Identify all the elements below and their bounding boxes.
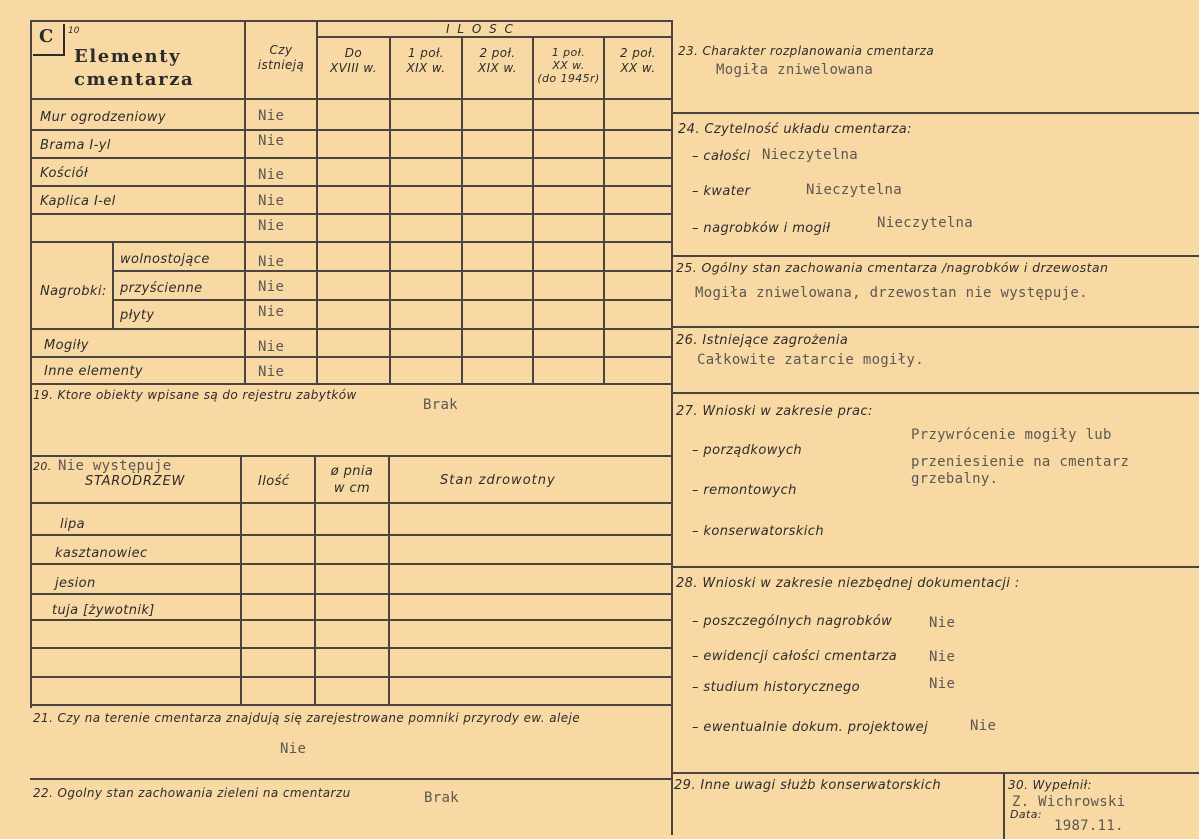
q20-col-ilosc: Ilość (258, 474, 290, 489)
row-line (671, 112, 1199, 114)
col-line (461, 36, 463, 383)
row-value-blank: Nie (258, 218, 285, 234)
q24-value-kwater: Nieczytelna (806, 182, 903, 198)
left-border (30, 383, 32, 708)
row-value-plyty: Nie (258, 304, 285, 320)
q28-label: 28. Wnioski w zakresie niezbędnej dokumentacji : (676, 576, 1020, 591)
q27-value-line1: Przywrócenie mogiły lub (911, 427, 1112, 443)
col-line (389, 36, 391, 383)
col-line (240, 455, 242, 704)
q26-value: Całkowite zatarcie mogiły. (697, 352, 924, 368)
q20-col-stan: Stan zdrowotny (440, 473, 556, 488)
q30-name: Z. Wichrowski (1012, 794, 1126, 810)
q28-item-ewidencji: – ewidencji całości cmentarza (692, 649, 898, 664)
q30-date: 1987.11. (1054, 818, 1124, 834)
row-label-inne: Inne elementy (44, 364, 143, 379)
col-line (244, 20, 246, 383)
middle-divider (671, 20, 673, 835)
q21-value: Nie (280, 741, 307, 757)
row-value-kosciol: Nie (258, 167, 285, 183)
row-line (30, 383, 672, 385)
col-1pol-xix: 1 poł. XIX w. (406, 46, 446, 75)
row-label-kosciol: Kościół (40, 166, 89, 181)
row-line (30, 502, 672, 504)
row-value-inne: Nie (258, 364, 285, 380)
q24-value-nagrobkow: Nieczytelna (877, 215, 974, 231)
row-value-mur: Nie (258, 108, 285, 124)
nagrobki-divider (112, 241, 114, 328)
q28-value-nagrobkow: Nie (929, 615, 956, 631)
q27-item-porzadkowych: – porządkowych (692, 443, 803, 458)
q20-label: 20. (33, 460, 52, 473)
row-line (671, 326, 1199, 328)
q27-value-line3: grzebalny. (911, 471, 999, 487)
q24-item-kwater: – kwater (692, 184, 751, 199)
q25-value: Mogiła zniwelowana, drzewostan nie występuje. (695, 285, 1088, 301)
form-code-number: 10 (68, 26, 80, 36)
col-do-xviii: Do XVIII w. (330, 46, 377, 75)
elements-title-line1: Elementy (74, 46, 182, 67)
ilosc-header-divider (316, 36, 672, 38)
row-line (671, 772, 1199, 774)
col-czy-istnieja: Czy istnieją (257, 43, 305, 72)
q28-item-projektowej: – ewentualnie dokum. projektowej (692, 720, 929, 735)
q24-item-calosci: – całości (692, 149, 751, 164)
q28-item-nagrobkow: – poszczególnych nagrobków (692, 614, 893, 629)
q20-col-starodrzew: STARODRZEW (85, 474, 186, 489)
row-label-plyty: płyty (120, 308, 155, 323)
row-label-wolnostojace: wolnostojące (120, 252, 210, 267)
row-line (112, 270, 672, 272)
tree-tuja: tuja [żywotnik] (52, 603, 155, 618)
row-line (112, 299, 672, 301)
row-value-wolnostojace: Nie (258, 254, 285, 270)
row-line (671, 392, 1199, 394)
tree-jesion: jesion (55, 576, 96, 591)
col-2pol-xx: 2 poł. XX w. (619, 46, 657, 75)
row-line (30, 704, 672, 706)
top-border (30, 20, 672, 22)
col-line (388, 455, 390, 704)
row-line (30, 593, 672, 595)
q28-value-ewidencji: Nie (929, 649, 956, 665)
q28-value-projektowej: Nie (970, 718, 997, 734)
q30-label: 30. Wypełnił: (1008, 778, 1092, 792)
row-line (30, 778, 672, 780)
row-line (30, 185, 672, 187)
q28-item-studium: – studium historycznego (692, 680, 860, 695)
q25-label: 25. Ogólny stan zachowania cmentarza /nagrobków i drzewostan (676, 260, 1109, 275)
row-line (30, 619, 672, 621)
row-line (30, 676, 672, 678)
row-line (30, 129, 672, 131)
left-border (30, 20, 32, 383)
row-line (30, 157, 672, 159)
tree-kasztanowiec: kasztanowiec (55, 546, 148, 561)
q30-date-label: Data: (1010, 808, 1042, 821)
q22-value: Brak (424, 790, 459, 806)
col-1pol-xx: 1 poł. XX w. (do 1945r) (537, 46, 600, 85)
q27-label: 27. Wnioski w zakresie prac: (676, 404, 873, 419)
q24-label: 24. Czytelność układu cmentarza: (678, 122, 912, 137)
q23-value: Mogiła zniwelowana (716, 62, 874, 78)
row-label-mogily: Mogiły (44, 338, 89, 353)
q23-label: 23. Charakter rozplanowania cmentarza (678, 44, 935, 58)
row-value-kaplica: Nie (258, 193, 285, 209)
q27-item-konserwatorskich: – konserwatorskich (692, 524, 824, 539)
row-line (30, 241, 672, 243)
row-value-mogily: Nie (258, 339, 285, 355)
row-line (30, 213, 672, 215)
row-label-przyscienne: przyścienne (120, 281, 203, 296)
elements-title-line2: cmentarza (74, 69, 195, 90)
q26-label: 26. Istniejące zagrożenia (676, 333, 849, 348)
q22-label: 22. Ogolny stan zachowania zieleni na cmentarzu (33, 786, 351, 800)
row-label-kaplica: Kaplica I-el (40, 194, 116, 209)
q19-value: Brak (423, 397, 458, 413)
q19-label: 19. Ktore obiekty wpisane są do rejestru zabytków (33, 388, 357, 402)
header-bottom-line (30, 98, 672, 100)
row-line (30, 563, 672, 565)
col-line (532, 36, 534, 383)
q20-typed: Nie występuje (58, 458, 172, 474)
row-line (30, 534, 672, 536)
q21-label: 21. Czy na terenie cmentarza znajdują się zarejestrowane pomniki przyrody ew. aleje (33, 711, 581, 725)
row-line (671, 255, 1199, 257)
row-line (671, 566, 1199, 568)
q27-item-remontowych: – remontowych (692, 483, 797, 498)
q20-col-pnia: ø pnia w cm (330, 464, 374, 496)
row-line (30, 647, 672, 649)
col-ilosc-group: I L O S C (446, 22, 515, 36)
col-line (1003, 772, 1005, 839)
tree-lipa: lipa (60, 517, 86, 532)
q28-value-studium: Nie (929, 676, 956, 692)
col-line (603, 36, 605, 383)
row-line (30, 356, 672, 358)
q29-label: 29. Inne uwagi służb konserwatorskich (674, 778, 941, 793)
form-code-letter: C (39, 26, 54, 47)
q24-value-calosci: Nieczytelna (762, 147, 859, 163)
row-line (30, 455, 672, 457)
row-label-brama: Brama I-yl (40, 138, 111, 153)
row-label-mur: Mur ogrodzeniowy (40, 110, 167, 125)
nagrobki-label: Nagrobki: (40, 284, 107, 299)
q24-item-nagrobkow: – nagrobków i mogił (692, 221, 831, 236)
col-2pol-xix: 2 poł. XIX w. (477, 46, 518, 75)
row-line (30, 328, 672, 330)
row-value-brama: Nie (258, 133, 285, 149)
q27-value-line2: przeniesienie na cmentarz (911, 454, 1130, 470)
row-value-przyscienne: Nie (258, 279, 285, 295)
